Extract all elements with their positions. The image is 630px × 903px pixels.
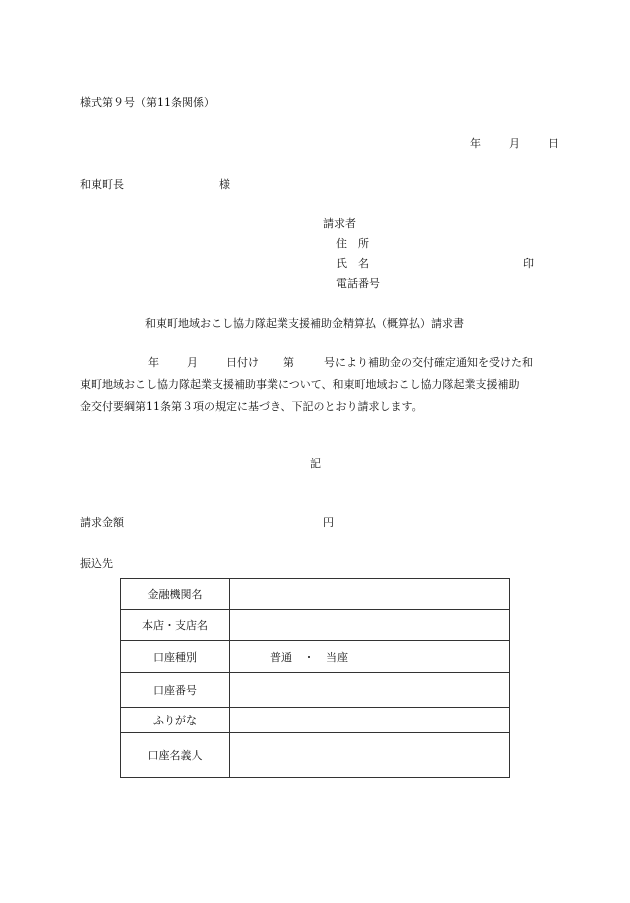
document-title: 和東町地域おこし協力隊起業支援補助金精算払（概算払）請求書 bbox=[145, 317, 464, 330]
body-year: 年 bbox=[148, 356, 159, 369]
seal-mark: 印 bbox=[523, 257, 534, 270]
account-number-field[interactable] bbox=[230, 673, 510, 708]
claimant-heading: 請求者 bbox=[323, 217, 356, 230]
bank-name-field[interactable] bbox=[230, 579, 510, 610]
furigana-label: ふりがな bbox=[121, 708, 230, 733]
bank-name-label: 金融機関名 bbox=[121, 579, 230, 610]
claimant-phone-label: 電話番号 bbox=[336, 277, 380, 290]
table-row bbox=[121, 610, 510, 641]
body-paragraph bbox=[80, 352, 550, 418]
table-row bbox=[121, 733, 510, 778]
body-line-1-rest: 号により補助金の交付確定通知を受けた和 bbox=[324, 356, 533, 369]
bank-account-table bbox=[120, 578, 510, 778]
date-year-label: 年 bbox=[470, 137, 481, 150]
date-day-label: 日 bbox=[548, 137, 559, 150]
transfer-heading: 振込先 bbox=[80, 557, 113, 570]
furigana-field[interactable] bbox=[230, 708, 510, 733]
account-type-field[interactable] bbox=[230, 641, 510, 673]
body-number-prefix: 第 bbox=[283, 356, 294, 369]
branch-name-label: 本店・支店名 bbox=[121, 610, 230, 641]
date-line bbox=[470, 137, 559, 151]
claimant-name-label: 氏 名 bbox=[336, 257, 369, 270]
account-type-label: 口座種別 bbox=[121, 641, 230, 673]
account-holder-field[interactable] bbox=[230, 733, 510, 778]
branch-name-field[interactable] bbox=[230, 610, 510, 641]
date-month-label: 月 bbox=[509, 137, 520, 150]
account-type-separator: ・ bbox=[303, 650, 315, 664]
addressee-name: 和東町長 bbox=[80, 178, 124, 191]
body-line-1 bbox=[80, 352, 550, 374]
amount-unit: 円 bbox=[323, 516, 334, 529]
amount-label: 請求金額 bbox=[80, 516, 124, 529]
form-number: 様式第９号（第11条関係） bbox=[80, 96, 215, 109]
account-type-current[interactable]: 当座 bbox=[326, 650, 348, 664]
ki-label: 記 bbox=[310, 457, 321, 470]
account-type-ordinary[interactable]: 普通 bbox=[270, 650, 292, 664]
table-row bbox=[121, 708, 510, 733]
addressee-honorific: 様 bbox=[219, 178, 230, 191]
body-month: 月 bbox=[187, 356, 198, 369]
account-holder-label: 口座名義人 bbox=[121, 733, 230, 778]
addressee bbox=[80, 178, 230, 192]
table-row bbox=[121, 579, 510, 610]
body-line-3: 金交付要綱第11条第３項の規定に基づき、下記のとおり請求します。 bbox=[80, 400, 423, 413]
table-row bbox=[121, 673, 510, 708]
body-line-2: 東町地域おこし協力隊起業支援補助事業について、和東町地域おこし協力隊起業支援補助 bbox=[80, 378, 520, 391]
account-number-label: 口座番号 bbox=[121, 673, 230, 708]
claimant-address-label: 住 所 bbox=[336, 237, 369, 250]
table-row bbox=[121, 641, 510, 673]
body-dated: 日付け bbox=[226, 356, 259, 369]
